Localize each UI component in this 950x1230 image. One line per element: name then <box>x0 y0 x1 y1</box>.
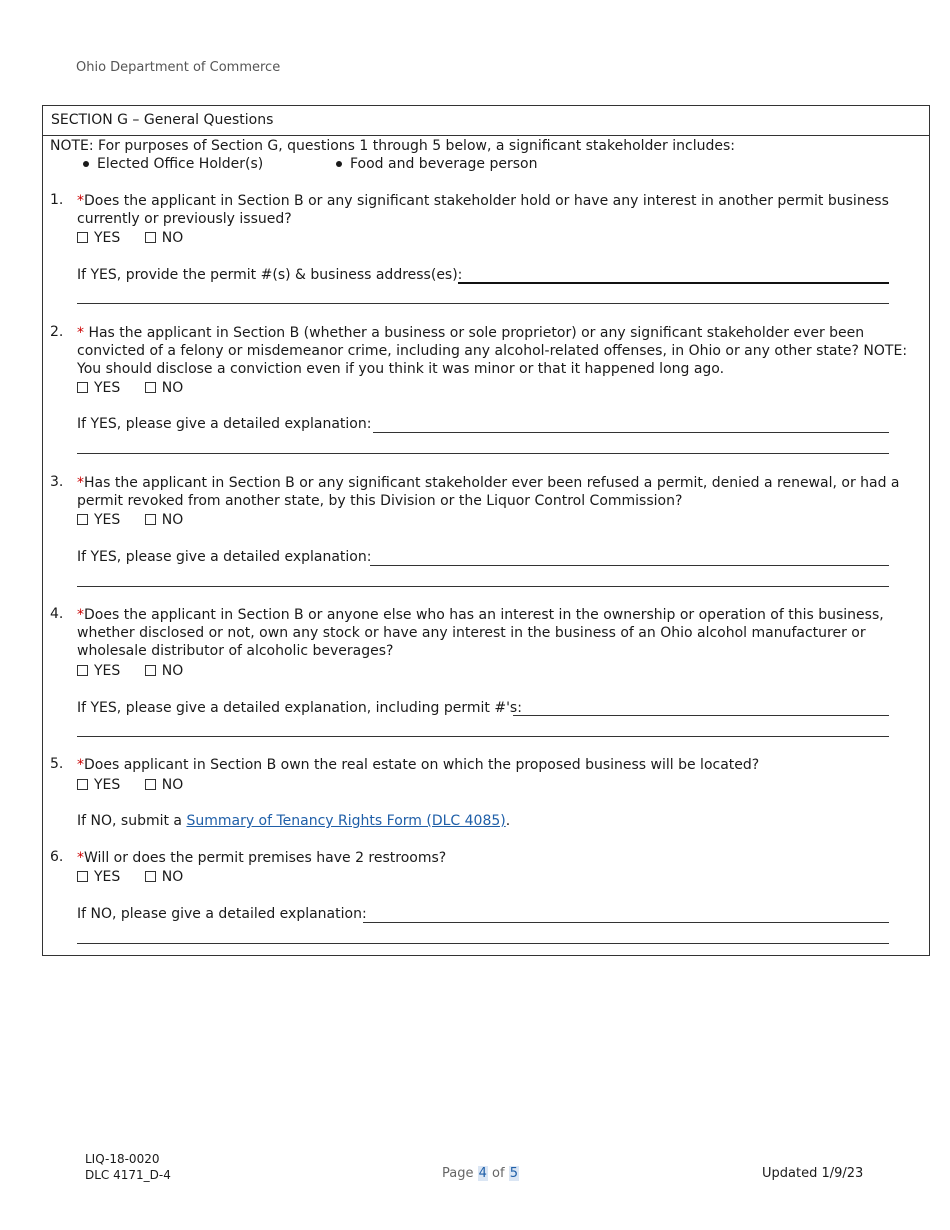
checkbox-icon <box>77 514 88 525</box>
bullet-item: Food and beverage person <box>336 156 537 172</box>
question-text: *Has the applicant in Section B or any significant stakeholder ever been refused a permit, denied a renewal, or had a permit revoked from another state, by this Division or the Liquor Control Commission? <box>77 475 900 509</box>
answer-options <box>77 512 203 528</box>
answer-options <box>77 230 203 246</box>
answer-options <box>77 869 203 885</box>
answer-options <box>77 663 203 679</box>
question-text: * Has the applicant in Section B (whether a business or sole proprietor) or any significant stakeholder ever been convicted of a felony or misdemeanor crime, including any alcohol-related offenses, in Ohio or any other state? NOTE: You should disclose a conviction even if you think it was minor or that it happened long ago. <box>77 325 908 377</box>
answer-options <box>77 380 203 396</box>
answer-line-2[interactable] <box>77 586 889 587</box>
followup-label: If YES, please give a detailed explanation, including permit #'s: <box>77 700 522 716</box>
no-checkbox[interactable]: NO <box>145 869 184 885</box>
answer-line-2[interactable] <box>77 943 889 944</box>
no-checkbox[interactable]: NO <box>145 230 184 246</box>
followup-label: If YES, please give a detailed explanation: <box>77 549 372 565</box>
yes-checkbox[interactable]: YES <box>77 512 120 528</box>
updated-date: Updated 1/9/23 <box>762 1166 864 1181</box>
bullet-item: Elected Office Holder(s) <box>83 156 263 172</box>
checkbox-icon <box>77 382 88 393</box>
required-marker: * <box>77 475 84 491</box>
checkbox-icon <box>145 232 156 243</box>
required-marker: * <box>77 325 84 341</box>
question-number: 2. <box>50 324 64 340</box>
yes-checkbox[interactable]: YES <box>77 663 120 679</box>
answer-line[interactable] <box>373 432 889 433</box>
checkbox-icon <box>145 871 156 882</box>
bullet-icon <box>336 161 342 167</box>
followup-label: If YES, please give a detailed explanation: <box>77 416 372 432</box>
yes-checkbox[interactable]: YES <box>77 777 120 793</box>
total-pages: 5 <box>509 1166 518 1181</box>
section-g-box <box>42 105 930 956</box>
no-checkbox[interactable]: NO <box>145 512 184 528</box>
answer-line[interactable] <box>513 715 889 716</box>
form-id: LIQ-18-0020 <box>85 1152 160 1166</box>
question-number: 6. <box>50 849 64 865</box>
page-indicator: Page 4 of 5 <box>442 1166 518 1181</box>
answer-options <box>77 777 203 793</box>
current-page: 4 <box>478 1166 487 1181</box>
required-marker: * <box>77 850 84 866</box>
followup-label: If YES, provide the permit #(s) & business address(es): <box>77 267 463 283</box>
checkbox-icon <box>145 514 156 525</box>
checkbox-icon <box>77 232 88 243</box>
question-text: *Does the applicant in Section B or anyone else who has an interest in the ownership or operation of this business, whether disclosed or not, own any stock or have any interest in the business of an Ohio alcohol manufacturer or wholesale distributor of alcoholic beverages? <box>77 607 884 659</box>
no-checkbox[interactable]: NO <box>145 663 184 679</box>
tenancy-rights-form-link[interactable]: Summary of Tenancy Rights Form (DLC 4085) <box>186 813 506 829</box>
yes-checkbox[interactable]: YES <box>77 380 120 396</box>
answer-line[interactable] <box>370 565 889 566</box>
question-number: 5. <box>50 756 64 772</box>
yes-checkbox[interactable]: YES <box>77 230 120 246</box>
header-department: Ohio Department of Commerce <box>76 60 281 75</box>
answer-line[interactable] <box>363 922 889 923</box>
answer-line-2[interactable] <box>77 736 889 737</box>
required-marker: * <box>77 607 84 623</box>
checkbox-icon <box>145 665 156 676</box>
question-text: *Does the applicant in Section B or any significant stakeholder hold or have any interest in another permit business currently or previously issued? <box>77 193 889 227</box>
checkbox-icon <box>77 779 88 790</box>
footer-form-ids <box>85 1151 171 1183</box>
no-checkbox[interactable]: NO <box>145 777 184 793</box>
form-code: DLC 4171_D-4 <box>85 1168 171 1182</box>
answer-line-2[interactable] <box>77 453 889 454</box>
question-number: 3. <box>50 474 64 490</box>
no-checkbox[interactable]: NO <box>145 380 184 396</box>
followup-label: If NO, please give a detailed explanation: <box>77 906 367 922</box>
section-title: SECTION G – General Questions <box>43 106 929 136</box>
question-number: 4. <box>50 606 64 622</box>
section-note: NOTE: For purposes of Section G, questions 1 through 5 below, a significant stakeholder includes: <box>50 138 735 154</box>
question-text: *Does applicant in Section B own the real estate on which the proposed business will be located? <box>77 757 760 773</box>
question-text: *Will or does the permit premises have 2 restrooms? <box>77 850 447 866</box>
followup-label: If NO, submit a Summary of Tenancy Rights Form (DLC 4085). <box>77 813 511 829</box>
answer-line-2[interactable] <box>77 303 889 304</box>
yes-checkbox[interactable]: YES <box>77 869 120 885</box>
required-marker: * <box>77 757 84 773</box>
checkbox-icon <box>145 382 156 393</box>
checkbox-icon <box>77 871 88 882</box>
required-marker: * <box>77 193 84 209</box>
bullet-icon <box>83 161 89 167</box>
answer-line[interactable] <box>458 282 889 284</box>
checkbox-icon <box>77 665 88 676</box>
checkbox-icon <box>145 779 156 790</box>
question-number: 1. <box>50 192 64 208</box>
